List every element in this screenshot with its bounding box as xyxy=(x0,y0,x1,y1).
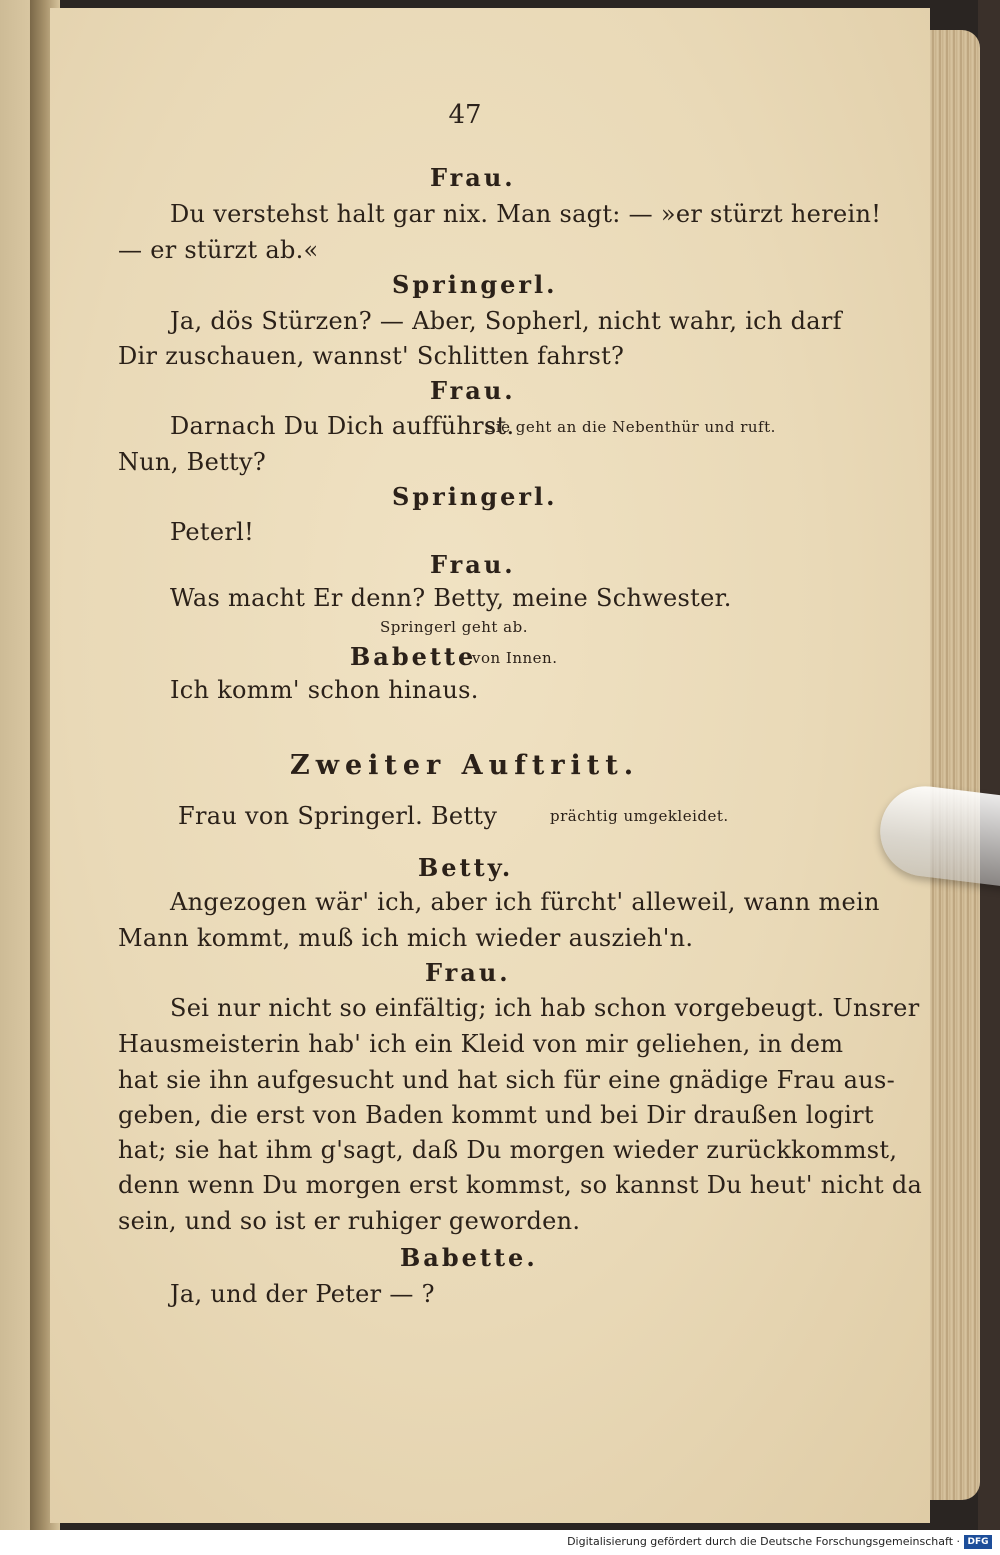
body-line: sein, und so ist er ruhiger geworden. xyxy=(118,1207,581,1235)
body-line: hat; sie hat ihm g'sagt, daß Du morgen wieder zurückkommst, xyxy=(118,1136,898,1164)
body-line: Hausmeisterin hab' ich ein Kleid von mir geliehen, in dem xyxy=(118,1030,844,1058)
speaker-label: Frau. xyxy=(430,163,516,192)
speaker-label: Babette. xyxy=(400,1243,538,1272)
stage-direction: Springerl geht ab. xyxy=(380,618,528,636)
body-line: geben, die erst von Baden kommt und bei Dir draußen logirt xyxy=(118,1101,874,1129)
body-line: Frau von Springerl. Betty xyxy=(178,802,498,830)
body-line: Sei nur nicht so einfältig; ich hab schon vorgebeugt. Unsrer xyxy=(170,994,920,1022)
body-line: Was macht Er denn? Betty, meine Schwester. xyxy=(170,584,732,612)
body-line: Dir zuschauen, wannst' Schlitten fahrst? xyxy=(118,342,625,370)
body-line: denn wenn Du morgen erst kommst, so kannst Du heut' nicht da xyxy=(118,1171,923,1199)
body-line: Peterl! xyxy=(170,518,255,546)
speaker-label: Springerl. xyxy=(392,482,558,511)
speaker-label: Frau. xyxy=(430,550,516,579)
stage-direction: von Innen. xyxy=(472,649,558,667)
scene-heading: Zweiter Auftritt. xyxy=(290,750,640,781)
body-line: Ja, und der Peter — ? xyxy=(170,1280,435,1308)
footer-credit: Digitalisierung gefördert durch die Deutsche Forschungsgemeinschaft · xyxy=(567,1535,960,1548)
body-line: — er stürzt ab.« xyxy=(118,236,319,264)
stage-direction: Sie geht an die Nebenthür und ruft. xyxy=(485,418,776,436)
background-right xyxy=(978,0,1000,1530)
speaker-label: Betty. xyxy=(418,853,514,882)
body-line: Angezogen wär' ich, aber ich fürcht' alleweil, wann mein xyxy=(170,888,880,916)
body-line: Ja, dös Stürzen? — Aber, Sopherl, nicht wahr, ich darf xyxy=(170,307,842,335)
stage-direction: prächtig umgekleidet. xyxy=(550,807,729,825)
body-line: Ich komm' schon hinaus. xyxy=(170,676,479,704)
body-line: Darnach Du Dich aufführst. xyxy=(170,412,515,440)
body-line: Du verstehst halt gar nix. Man sagt: — »er stürzt herein! xyxy=(170,200,882,228)
body-line: Nun, Betty? xyxy=(118,448,267,476)
speaker-label: Frau. xyxy=(425,958,511,987)
page-edges xyxy=(928,30,980,1500)
body-line: hat sie ihn aufgesucht und hat sich für eine gnädige Frau aus- xyxy=(118,1066,895,1094)
footer-bar xyxy=(0,1530,1000,1555)
page-number: 47 xyxy=(448,100,482,130)
dfg-logo: DFG xyxy=(964,1535,992,1549)
body-line: Mann kommt, muß ich mich wieder auszieh'n. xyxy=(118,924,694,952)
speaker-label: Babette xyxy=(350,642,477,671)
speaker-label: Frau. xyxy=(430,376,516,405)
speaker-label: Springerl. xyxy=(392,270,558,299)
